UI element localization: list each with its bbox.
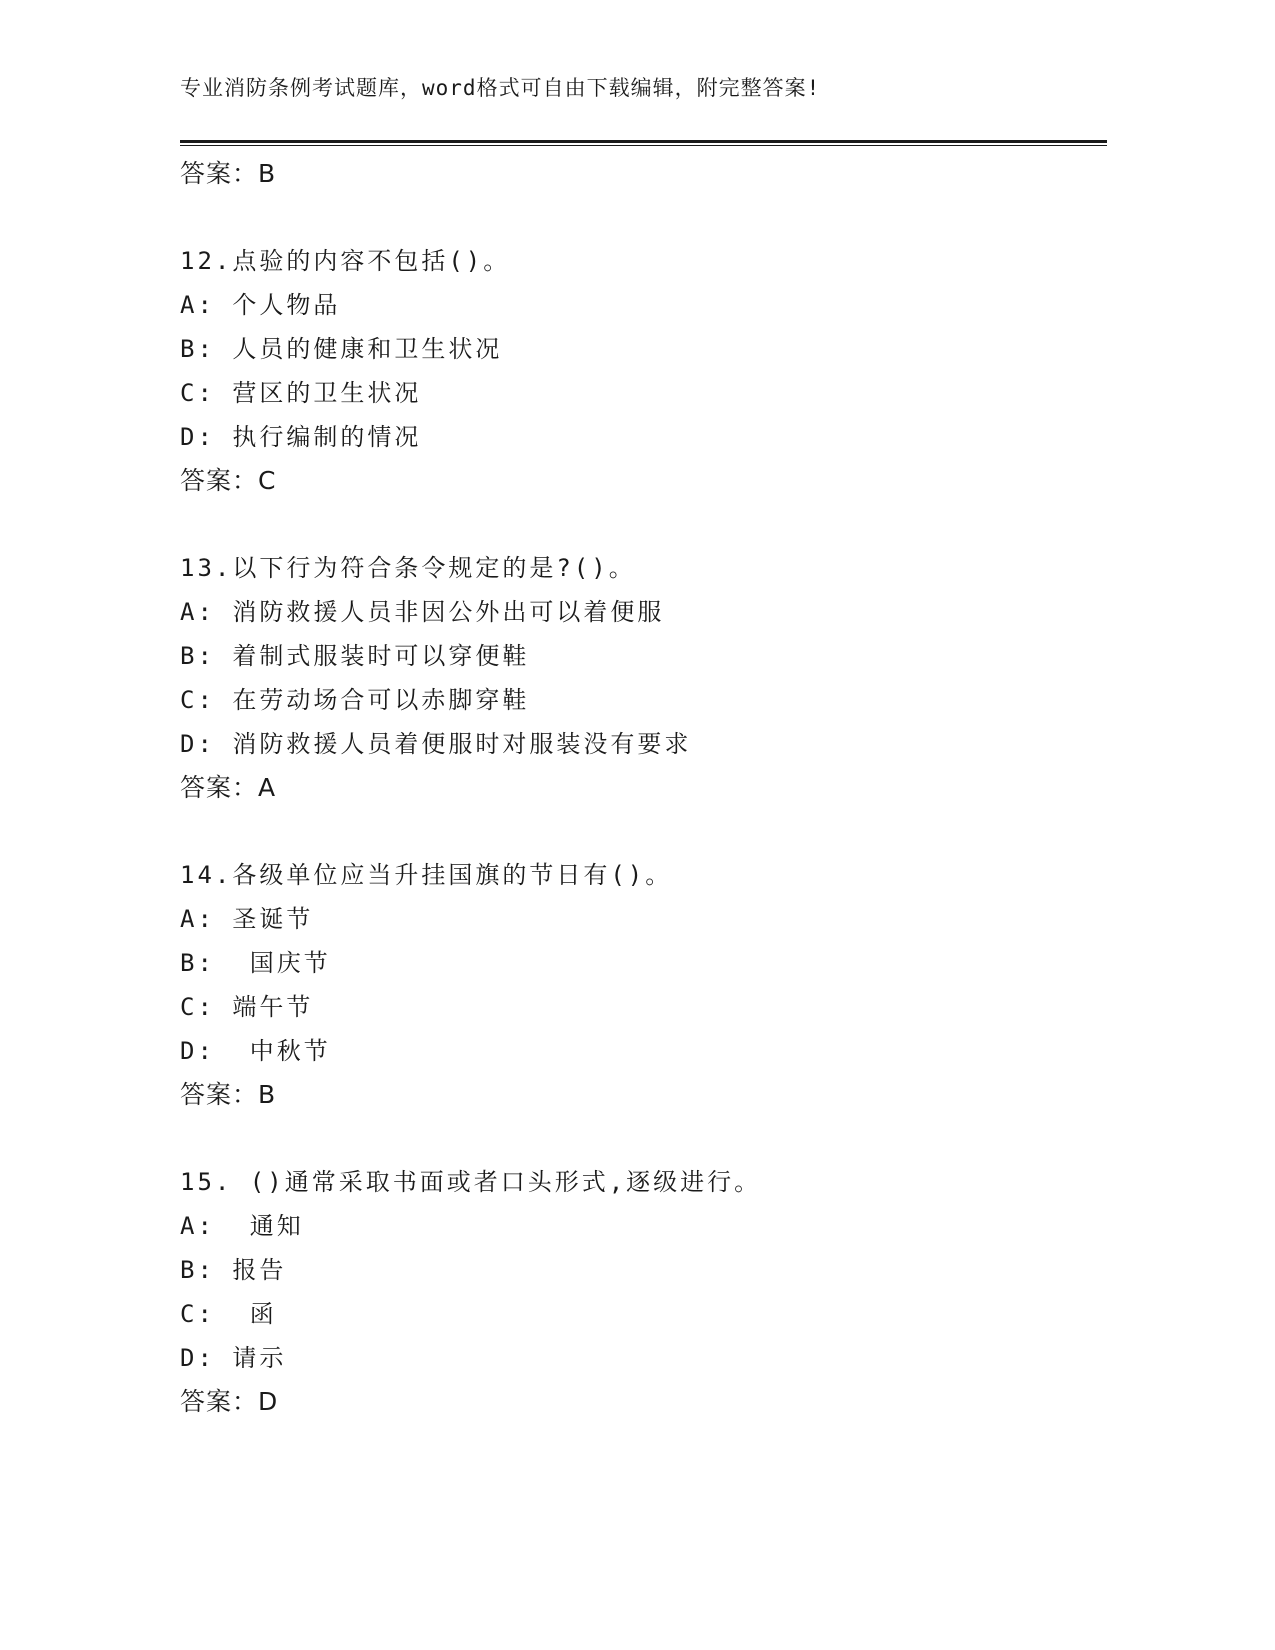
option-c: C: 函 — [180, 1300, 277, 1328]
previous-answer: 答案：B — [180, 159, 277, 188]
question-list — [180, 152, 1107, 1424]
option-a: A: 通知 — [180, 1212, 304, 1240]
question-block-15 — [180, 1160, 1107, 1424]
question-stem: 13.以下行为符合条令规定的是?()。 — [180, 554, 636, 582]
option-b: B: 报告 — [180, 1256, 287, 1284]
option-d: D: 中秋节 — [180, 1037, 331, 1065]
question-block-13 — [180, 546, 1107, 810]
question-answer: 答案：D — [180, 1387, 279, 1416]
option-d: D: 请示 — [180, 1344, 287, 1372]
spacer — [180, 503, 1107, 546]
option-b: B: 人员的健康和卫生状况 — [180, 335, 503, 363]
option-a: A: 消防救援人员非因公外出可以着便服 — [180, 598, 665, 626]
question-stem: 15. ()通常采取书面或者口头形式,逐级进行。 — [180, 1168, 762, 1196]
option-a: A: 圣诞节 — [180, 905, 314, 933]
question-stem: 12.点验的内容不包括()。 — [180, 247, 511, 275]
spacer — [180, 196, 1107, 239]
option-b: B: 国庆节 — [180, 949, 331, 977]
question-stem: 14.各级单位应当升挂国旗的节日有()。 — [180, 861, 673, 889]
option-c: C: 端午节 — [180, 993, 314, 1021]
question-answer: 答案：B — [180, 1080, 277, 1109]
option-d: D: 消防救援人员着便服时对服装没有要求 — [180, 730, 692, 758]
spacer — [180, 810, 1107, 853]
question-answer: 答案：A — [180, 773, 277, 802]
option-d: D: 执行编制的情况 — [180, 423, 422, 451]
question-block-14 — [180, 853, 1107, 1117]
option-c: C: 营区的卫生状况 — [180, 379, 422, 407]
option-a: A: 个人物品 — [180, 291, 341, 319]
question-answer: 答案：C — [180, 466, 277, 495]
option-b: B: 着制式服装时可以穿便鞋 — [180, 642, 530, 670]
header-note: 专业消防条例考试题库，word格式可自由下载编辑，附完整答案! — [180, 76, 821, 100]
option-c: C: 在劳动场合可以赤脚穿鞋 — [180, 686, 530, 714]
question-block-12 — [180, 239, 1107, 503]
spacer — [180, 1117, 1107, 1160]
header-rule — [180, 140, 1107, 146]
